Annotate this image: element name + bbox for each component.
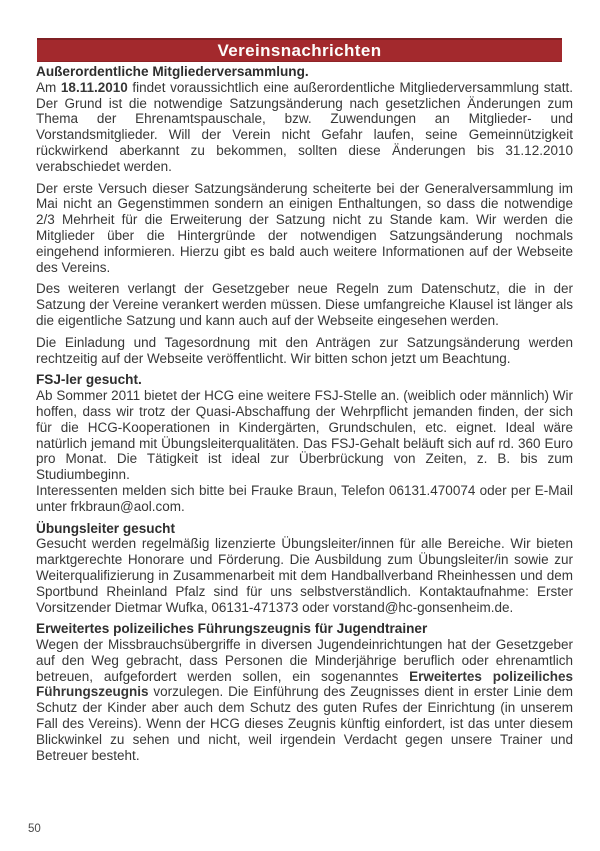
page-number: 50 <box>28 823 41 835</box>
text-run: Des weiteren verlangt der Gesetzgeber neue Regeln zum Datenschutz, die in der Satzung der Vereine verankert werden müssen. Diese umfangreiche Klausel ist länger als die eigentliche Satzung und kann auch auf der Webseite eingesehen werden. <box>36 281 573 328</box>
text-run: Gesucht werden regelmäßig lizenzierte Übungsleiter/innen für alle Bereiche. Wir bieten marktgerechte Honorare und Förderung. Die Ausbildung zum Übungsleiter/in sowie zur Weiterqualifizierung in Zusammenarbeit mit dem Handballverband Rheinhessen und dem Sportbund Rheinland Pfalz sind für uns selbstverständlich. Kontaktaufnahme: Erster Vorsitzender Dietmar Wufka, 06131-471373 oder vorstand@hc-gonsenheim.de. <box>36 536 573 615</box>
section-heading: Übungsleiter gesucht <box>36 520 175 536</box>
text-run: Wegen der Missbrauchsübergriffe in diversen Jugendeinrichtungen hat der Gesetzgeber auf den Weg gebracht, dass Personen die Minderjährige beruflich oder ehrenamtlich betreuen, aufgefordert werden sollen, ein sogenanntes <box>36 637 573 684</box>
bold-text-run: Erweitertes polizeiliches Führungszeugnis <box>36 668 573 700</box>
paragraph <box>36 637 573 763</box>
text-run: Der erste Versuch dieser Satzungsänderung scheiterte bei der Generalversammlung im Mai nicht an Gegenstimmen sondern an einigen Enthaltungen, so dass die notwendige 2/3 Mehrheit für die Erweiterung der Satzung nicht zu Stande kam. Wir werden die Mitglieder über die Hintergründe der notwendigen Satzungsänderung nochmals eingehend informieren. Hierzu gibt es bald auch weitere Informationen auf der Webseite des Vereins. <box>36 180 573 275</box>
section-fsj-wanted <box>36 372 573 514</box>
section-title-banner <box>37 38 562 62</box>
text-run: Die Einladung und Tagesordnung mit den Anträgen zur Satzungsänderung werden rechtzeitig auf der Webseite veröffentlicht. Wir bitten schon jetzt um Beachtung. <box>36 334 573 366</box>
paragraph <box>36 335 573 367</box>
section-extraordinary-meeting <box>36 64 573 366</box>
section-heading: FSJ-ler gesucht. <box>36 372 142 388</box>
paragraph <box>36 536 573 615</box>
text-run: Interessenten melden sich bitte bei Frauke Braun, Telefon 06131.470074 oder per E-Mail unter frkbraun@aol.com. <box>36 482 573 514</box>
text-run: vorzulegen. Die Einführung des Zeugnisses dient in erster Linie dem Schutz der Kinder aber auch dem Schutz des guten Rufes der Einrichtung (in unserem Fall des Vereins). Wenn der HCG dieses Zeugnis künftig einfordert, ist das unter diesem Blickwinkel zu sehen und nicht, weil irgendein Verdacht gegen unsere Trainer und Betreuer besteht. <box>36 684 573 763</box>
paragraph <box>36 181 573 276</box>
section-heading: Außerordentliche Mitgliederversammlung. <box>36 64 309 79</box>
bold-text-run: 18.11.2010 <box>60 79 128 95</box>
page-content <box>36 64 573 769</box>
text-run: Am <box>36 79 61 95</box>
paragraph <box>36 80 573 175</box>
section-uebungsleiter-wanted <box>36 521 573 616</box>
text-run: findet voraussichtlich eine außerordentliche Mitgliederversammlung statt. Der Grund ist die notwendige Satzungsänderung nach gesetzlichen Änderungen zum Thema der Ehrenamtspauschale, bzw. Zuwendungen an Mitglieder- und Vorstandsmitglieder. Will der Verein nicht Gefahr laufen, seine Gemeinnützigkeit rückwirkend aberkannt zu bekommen, sollten diese Änderungen bis 31.12.2010 verabschiedet werden. <box>36 79 573 174</box>
section-heading: Erweitertes polizeiliches Führungszeugnis für Jugendtrainer <box>36 621 428 637</box>
section-fuehrungszeugnis <box>36 621 573 763</box>
paragraph <box>36 388 573 483</box>
banner-title: Vereinsnachrichten <box>217 41 382 60</box>
text-run: Ab Sommer 2011 bietet der HCG eine weitere FSJ-Stelle an. (weiblich oder männlich) Wir hoffen, dass wir trotz der Quasi-Abschaffung der Wehrpflicht jemanden finden, der sich für die HCG-Kooperationen in Kindergärten, Grundschulen, etc. eignet. Ideal wäre natürlich jemand mit Übungsleiterqualitäten. Das FSJ-Gehalt beläuft sich auf rd. 360 Euro pro Monat. Die Tätigkeit ist ideal zur Überbrückung von Zeiten, z. B. bis zum Studiumbeginn. <box>36 388 573 483</box>
paragraph <box>36 281 573 328</box>
paragraph <box>36 483 573 515</box>
